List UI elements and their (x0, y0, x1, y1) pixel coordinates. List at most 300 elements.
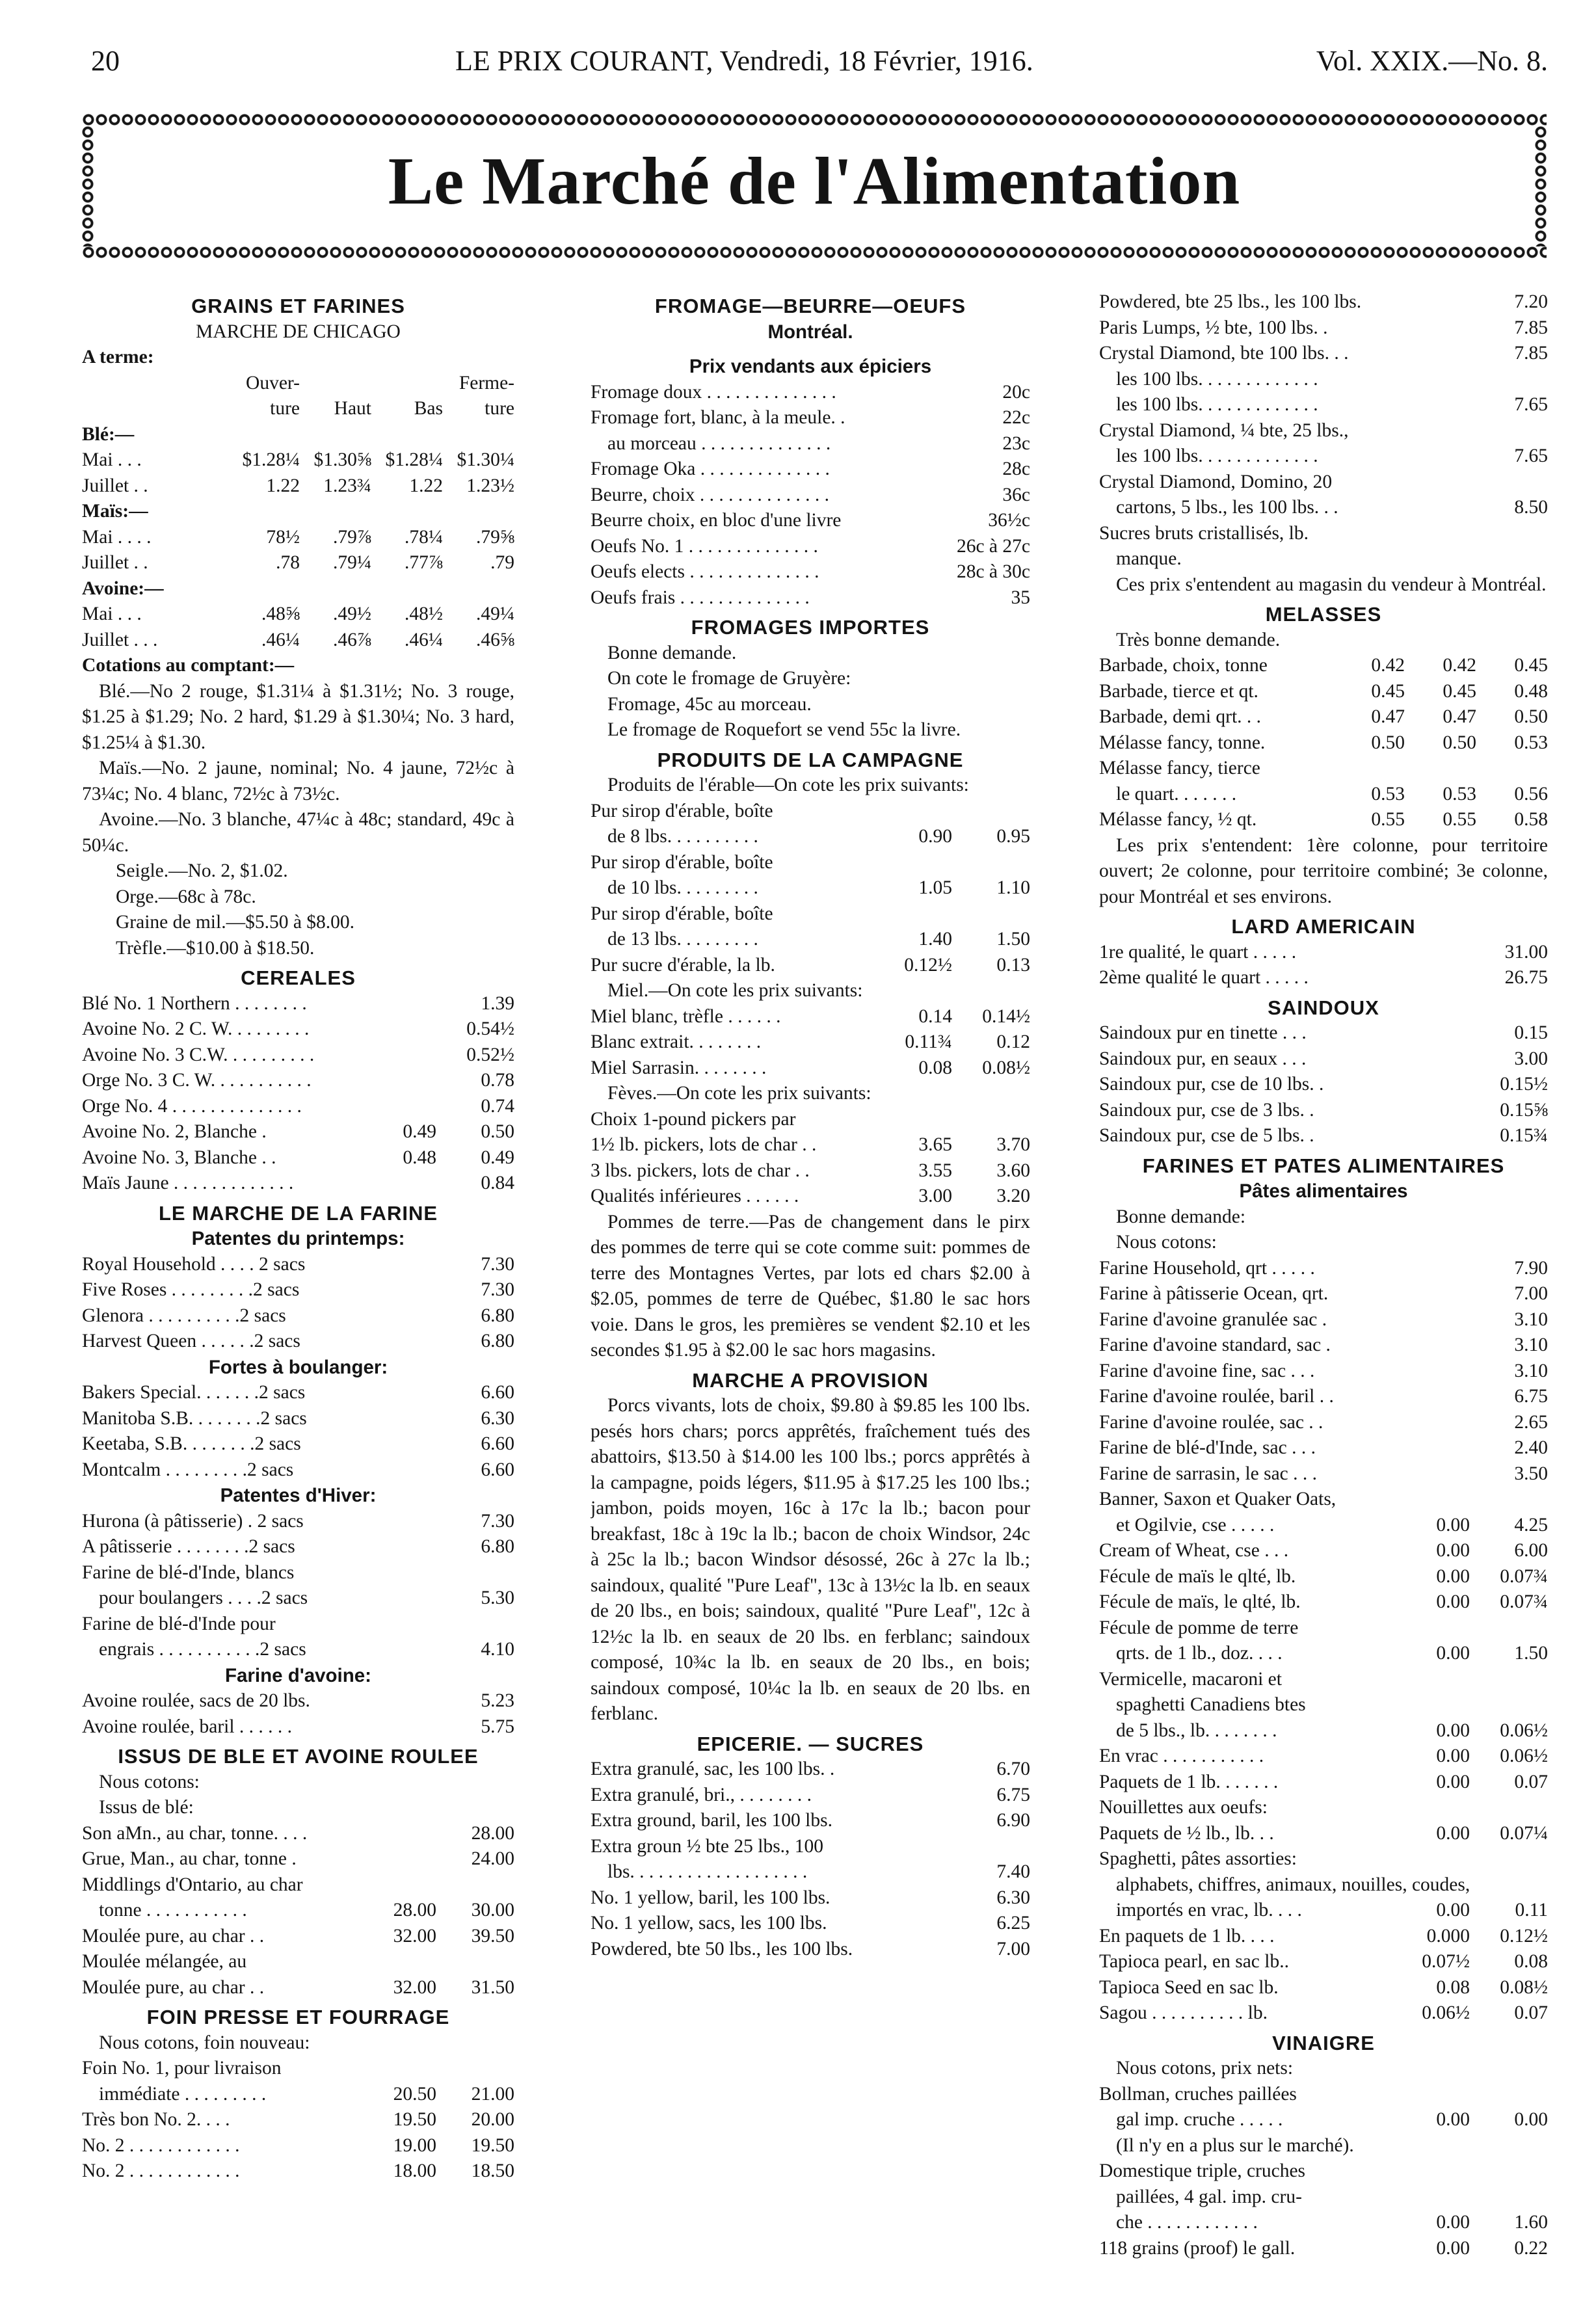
price-value: 3.65 (918, 1134, 952, 1155)
price-row (82, 628, 514, 654)
price-row (82, 1068, 514, 1094)
price-row (1099, 289, 1548, 315)
price-row (82, 1094, 514, 1120)
price-value: 3.10 (1514, 1335, 1548, 1355)
price-row (591, 1030, 1030, 1056)
item-label: 1re qualité, le quart . . . . . (1099, 941, 1297, 963)
price-row (82, 1586, 514, 1612)
section-heading: LARD AMERICAIN (1231, 915, 1416, 938)
price-value: 1.39 (481, 992, 514, 1014)
price-value: .77⅞ (405, 552, 443, 573)
item-label: Keetaba, S.B. . . . . . . .2 sacs (82, 1433, 301, 1454)
price-value: 0.45 (1514, 655, 1548, 676)
price-row (1099, 1281, 1548, 1307)
item-label: Saindoux pur, cse de 10 lbs. . (1099, 1074, 1324, 1095)
price-row (82, 1688, 514, 1714)
price-value: 0.50 (1371, 732, 1405, 753)
item-label: et Ogilvie, cse . . . . . (1116, 1514, 1275, 1535)
price-value: 0.53 (1443, 783, 1476, 804)
price-value: 0.56 (1514, 783, 1548, 804)
item-label: Fromage fort, blanc, à la meule. . (591, 407, 845, 428)
price-row (1099, 392, 1548, 418)
price-value: 6.30 (481, 1407, 514, 1429)
price-value: 0.07¾ (1500, 1565, 1548, 1587)
subheading: Fortes à boulanger: (208, 1356, 388, 1378)
price-row (1099, 730, 1548, 756)
price-row (1099, 1384, 1548, 1410)
price-value: 0.15½ (1500, 1074, 1548, 1095)
item-label: Oeufs frais . . . . . . . . . . . . . . (591, 587, 810, 608)
price-row (591, 457, 1030, 483)
volume-number: Vol. XXIX.—No. 8. (1316, 45, 1548, 77)
item-label: Manitoba S.B. . . . . . . .2 sacs (82, 1407, 307, 1429)
item-label: qrts. de 1 lb., doz. . . . (1116, 1643, 1283, 1664)
price-row (1099, 1123, 1548, 1149)
price-value: 0.47 (1443, 706, 1476, 727)
subheading: Patentes d'Hiver: (220, 1485, 377, 1506)
price-value: 20c (1002, 381, 1030, 403)
item-label: Saindoux pur, cse de 3 lbs. . (1099, 1099, 1314, 1121)
price-row (591, 1783, 1030, 1809)
price-value: 5.23 (481, 1690, 514, 1711)
item-label: de 13 lbs. . . . . . . . . (607, 929, 758, 950)
price-value: 32.00 (393, 1976, 436, 1998)
price-value: 0.14 (918, 1005, 952, 1027)
paragraph: Porcs vivants, lots de choix, $9.80 à $9.85 les 100 lbs. pesés hors chars; porcs apprêtés, fraîchement tués des abattoirs, $13.50 à $14.00 les 100 lbs.; porcs apprêtés à la campagne, poids légers, $11.95 à $17.25 les 100 lbs.; jambon, poids moyen, 16c à 17c la lb.; bacon pour breakfast, 18c à 19c la lb.; bacon de choix Windsor, 24c à 25c la lb.; bacon Windsor désossé, 26c à 27c la lb.; saindoux, qualité "Pure Leaf", 13c à 13½c la lb. en seaux de 20 lbs., en bois; saindoux, qualité "Pure Leaf", 12c à 12½c la lb. en seaux de 20 lbs. en ferblanc; saindoux composé, 10¾c la lb. en seaux de 20 lbs., en bois; saindoux composé, 10¼c la lb. en seaux de 20 lbs. en ferblanc. (591, 1395, 1030, 1724)
price-value: 4.25 (1514, 1514, 1548, 1535)
item-label: Maïs Jaune . . . . . . . . . . . . . (82, 1173, 294, 1193)
price-row (1099, 782, 1548, 808)
item-label: 1½ lb. pickers, lots de char . . (591, 1134, 817, 1155)
price-row (1099, 1924, 1548, 1950)
price-value: 0.12½ (904, 954, 952, 976)
item-label: le quart. . . . . . . (1116, 783, 1237, 804)
price-value: 0.07 (1514, 1771, 1548, 1792)
price-value: 0.50 (481, 1121, 514, 1142)
price-row (1099, 2236, 1548, 2262)
price-row (591, 875, 1030, 901)
price-value: 0.06½ (1500, 1746, 1548, 1766)
price-row (1099, 1718, 1548, 1744)
item-label: les 100 lbs. . . . . . . . . . . . . (1116, 394, 1318, 415)
text-line: Nous cotons, foin nouveau: (99, 2032, 310, 2053)
price-row (1099, 2107, 1548, 2133)
price-value: 0.74 (481, 1095, 514, 1117)
item-label: cartons, 5 lbs., les 100 lbs. . . (1116, 497, 1338, 518)
item-label: de 8 lbs. . . . . . . . . . (607, 826, 758, 847)
price-value: 7.30 (481, 1279, 514, 1300)
price-value: 26c à 27c (956, 535, 1030, 557)
price-row (82, 1457, 514, 1483)
text-line: manque. (1116, 548, 1182, 569)
item-label: Mai . . . (82, 449, 142, 470)
price-value: 0.42 (1443, 655, 1476, 676)
text-line: paillées, 4 gal. imp. cru- (1116, 2186, 1302, 2207)
item-label: Miel Sarrasin. . . . . . . . (591, 1057, 767, 1078)
price-row (1099, 1641, 1548, 1667)
price-value: 0.07 (1514, 2002, 1548, 2023)
price-value: 0.45 (1443, 680, 1476, 702)
price-value: .48⅝ (261, 604, 300, 624)
text-line: Trèfle.—$10.00 à $18.50. (116, 937, 315, 959)
item-label: de 10 lbs. . . . . . . . . (607, 877, 758, 898)
price-row (591, 1885, 1030, 1911)
price-value: .79⅝ (476, 526, 514, 548)
price-value: 0.15⅝ (1500, 1099, 1548, 1121)
price-row (1099, 1821, 1548, 1847)
item-label: Mai . . . (82, 604, 142, 624)
price-value: 3.50 (1514, 1463, 1548, 1484)
item-label: No. 2 . . . . . . . . . . . . (82, 2160, 240, 2181)
price-value: 7.40 (996, 1861, 1030, 1882)
text-line: Sucres bruts cristallisés, lb. (1099, 522, 1309, 544)
price-row (82, 2133, 514, 2159)
price-value: 0.12 (996, 1031, 1030, 1052)
price-value: 7.85 (1514, 343, 1548, 364)
price-value: 1.50 (996, 929, 1030, 950)
price-value: 7.20 (1514, 291, 1548, 312)
price-value: $1.28¼ (242, 449, 300, 470)
text-line: Foin No. 1, pour livraison (82, 2058, 282, 2079)
ornament-border-top (82, 114, 1547, 126)
subheading: Prix vendants aux épiciers (689, 356, 932, 377)
price-value: 0.53 (1514, 732, 1548, 753)
price-value: 0.47 (1371, 706, 1405, 727)
price-value: 1.23½ (466, 475, 514, 496)
text-line: Orge.—68c à 78c. (116, 886, 256, 907)
price-value: Ferme- (459, 372, 514, 393)
price-value: 0.95 (996, 826, 1030, 847)
price-value: 7.65 (1514, 445, 1548, 466)
item-label: Qualités inférieures . . . . . . (591, 1186, 799, 1206)
text-line: Seigle.—No. 2, $1.02. (116, 860, 288, 881)
item-label: Tapioca Seed en sac lb. (1099, 1976, 1279, 1998)
price-row (82, 1975, 514, 2001)
price-value: .78 (276, 552, 300, 573)
text-line: Farine de blé-d'Inde, blancs (82, 1561, 295, 1583)
item-label: Fécule de maïs le qlté, lb. (1099, 1565, 1296, 1587)
price-value: 0.58 (1514, 809, 1548, 830)
column-right (1099, 289, 1548, 2261)
price-value: 0.00 (1436, 1514, 1470, 1535)
price-row (82, 1303, 514, 1329)
price-value: 1.22 (409, 475, 443, 496)
item-label: En paquets de 1 lb. . . . (1099, 1925, 1275, 1947)
text-line: Pur sirop d'érable, boîte (591, 800, 773, 821)
price-value: 0.00 (1436, 1540, 1470, 1561)
price-row (82, 1509, 514, 1535)
item-label: Avoine No. 3 C.W. . . . . . . . . . (82, 1044, 315, 1065)
text-line: Crystal Diamond, Domino, 20 (1099, 471, 1333, 492)
section-heading: ISSUS DE BLE ET AVOINE ROULEE (118, 1745, 479, 1768)
item-label: Moulée pure, au char . . (82, 1925, 265, 1947)
price-value: 6.30 (996, 1887, 1030, 1908)
price-value: 0.11¾ (905, 1031, 952, 1052)
price-value: 7.65 (1514, 394, 1548, 415)
price-value: 7.90 (1514, 1257, 1548, 1279)
price-value: 0.06½ (1500, 1720, 1548, 1741)
item-label: Avoine roulée, baril . . . . . . (82, 1716, 293, 1737)
text-line: Banner, Saxon et Quaker Oats, (1099, 1489, 1337, 1509)
item-label: Five Roses . . . . . . . . .2 sacs (82, 1279, 300, 1300)
price-value: 0.53 (1371, 783, 1405, 804)
price-value: 0.90 (918, 826, 952, 847)
price-value: 0.48 (1514, 680, 1548, 702)
item-label: Saindoux pur, cse de 5 lbs. . (1099, 1125, 1314, 1146)
label-line: Blé:— (82, 423, 135, 445)
price-value: 0.00 (1436, 1746, 1470, 1766)
price-value: 0.00 (1436, 1643, 1470, 1664)
price-row (1099, 2000, 1548, 2026)
item-label: les 100 lbs. . . . . . . . . . . . . (1116, 368, 1318, 390)
item-label: Blanc extrait. . . . . . . . (591, 1031, 762, 1052)
price-value: 6.60 (481, 1382, 514, 1403)
item-label: Farine d'avoine granulée sac . (1099, 1309, 1327, 1330)
item-label: de 5 lbs., lb. . . . . . . . (1116, 1720, 1277, 1741)
subheading: MARCHE DE CHICAGO (196, 321, 401, 342)
section-heading: FROMAGE—BEURRE—OEUFS (654, 295, 966, 317)
item-label: Miel blanc, trèfle . . . . . . (591, 1005, 781, 1027)
item-label: Extra granulé, bri., . . . . . . . . (591, 1784, 812, 1805)
price-row (1099, 653, 1548, 679)
price-value: 0.00 (1514, 2109, 1548, 2130)
price-row (82, 1924, 514, 1950)
price-value: 19.00 (393, 2134, 436, 2156)
item-label: les 100 lbs. . . . . . . . . . . . . (1116, 445, 1318, 466)
item-label: au morceau . . . . . . . . . . . . . . (607, 432, 831, 454)
item-label: Blé No. 1 Northern . . . . . . . . (82, 992, 307, 1014)
running-header (91, 44, 1548, 83)
price-value: .49½ (333, 604, 371, 624)
price-row (1099, 341, 1548, 367)
item-label: Powdered, bte 25 lbs., les 100 lbs. (1099, 291, 1362, 312)
price-row (1099, 1538, 1548, 1564)
price-value: 32.00 (393, 1925, 436, 1947)
price-value: 36½c (988, 510, 1030, 531)
text-line: Domestique triple, cruches (1099, 2160, 1306, 2181)
price-row (82, 602, 514, 628)
section-title: Le Marché de l'Alimentation (388, 144, 1241, 219)
price-row (1099, 1359, 1548, 1385)
price-value: 7.30 (481, 1510, 514, 1532)
price-row (1099, 444, 1548, 470)
price-value: 36c (1002, 484, 1030, 505)
price-row (1099, 1020, 1548, 1046)
price-row (1099, 1072, 1548, 1098)
price-value: .46⅞ (333, 629, 371, 650)
price-value: 1.22 (266, 475, 300, 496)
price-row (1099, 1744, 1548, 1770)
section-heading: CEREALES (241, 966, 356, 989)
price-value: 0.78 (481, 1070, 514, 1091)
label-line: Maïs:— (82, 501, 148, 522)
section-heading: SAINDOUX (1268, 996, 1379, 1019)
item-label: Barbade, choix, tonne (1099, 655, 1268, 676)
price-row (82, 1380, 514, 1406)
price-row (591, 824, 1030, 850)
price-value: 39.50 (471, 1925, 514, 1947)
price-value: 3.60 (996, 1160, 1030, 1181)
price-value: 6.75 (1514, 1386, 1548, 1407)
price-row (591, 585, 1030, 611)
text-line: Spaghetti, pâtes assorties: (1099, 1848, 1297, 1869)
item-label: Mélasse fancy, tonne. (1099, 732, 1266, 753)
price-row (1099, 1770, 1548, 1796)
text-line: Mélasse fancy, tierce (1099, 758, 1260, 778)
price-row (82, 2159, 514, 2185)
price-row (82, 1431, 514, 1457)
price-value: 6.70 (996, 1759, 1030, 1779)
text-line: On cote le fromage de Gruyère: (607, 668, 851, 689)
price-value: 78½ (266, 526, 300, 548)
price-value: 0.12½ (1500, 1925, 1548, 1947)
price-row (591, 405, 1030, 431)
price-value: 0.55 (1371, 809, 1405, 830)
item-label: Très bon No. 2. . . . (82, 2109, 230, 2130)
item-label: Montcalm . . . . . . . . .2 sacs (82, 1459, 294, 1480)
price-value: 7.30 (481, 1253, 514, 1275)
price-row (82, 447, 514, 473)
item-label: 118 grains (proof) le gall. (1099, 2237, 1296, 2259)
price-row (591, 1132, 1030, 1158)
item-label: Juillet . . (82, 475, 148, 496)
price-value: 0.07½ (1422, 1951, 1470, 1972)
price-value: 0.49 (481, 1147, 514, 1168)
price-value: 6.00 (1514, 1540, 1548, 1561)
price-row (82, 1277, 514, 1303)
price-value: .48½ (405, 604, 443, 624)
item-label: Glenora . . . . . . . . . .2 sacs (82, 1305, 286, 1326)
price-value: 28c (1002, 458, 1030, 479)
item-label: Oeufs No. 1 . . . . . . . . . . . . . . (591, 535, 818, 557)
price-value: 3.55 (918, 1160, 952, 1181)
item-label: Beurre choix, en bloc d'une livre (591, 510, 842, 531)
section-heading: GRAINS ET FARINES (191, 295, 405, 317)
price-row (1099, 1046, 1548, 1072)
text-line: Choix 1-pound pickers par (591, 1108, 796, 1130)
text-line: Vermicelle, macaroni et (1099, 1668, 1282, 1690)
item-label: Powdered, bte 50 lbs., les 100 lbs. (591, 1938, 853, 1960)
item-label: Extra granulé, sac, les 100 lbs. . (591, 1759, 835, 1779)
price-row (1099, 367, 1548, 393)
price-value: 6.60 (481, 1459, 514, 1480)
text-line: Bollman, cruches paillées (1099, 2083, 1297, 2105)
price-row (591, 1808, 1030, 1834)
item-label: Barbade, tierce et qt. (1099, 680, 1258, 702)
price-value: 23c (1002, 432, 1030, 454)
price-value: 5.30 (481, 1588, 514, 1608)
item-label: Juillet . . . (82, 629, 158, 650)
item-label: importés en vrac, lb. . . . (1116, 1900, 1302, 1920)
price-value: 0.00 (1436, 2237, 1470, 2259)
item-label: Orge No. 4 . . . . . . . . . . . . . . (82, 1095, 302, 1117)
price-row (1099, 1410, 1548, 1436)
item-label: Barbade, demi qrt. . . (1099, 706, 1262, 727)
subheading: Patentes du printemps: (191, 1228, 405, 1249)
item-label: Farine de blé-d'Inde, sac . . . (1099, 1437, 1316, 1458)
price-value: 19.50 (471, 2134, 514, 2156)
item-label: 3 lbs. pickers, lots de char . . (591, 1160, 810, 1181)
price-value: $1.30⅝ (313, 449, 371, 470)
price-value: 1.23¾ (323, 475, 371, 496)
price-row (1099, 1513, 1548, 1539)
price-value: 1.60 (1514, 2212, 1548, 2233)
price-row (82, 1145, 514, 1171)
price-value: 0.00 (1436, 1591, 1470, 1612)
subheading: Pâtes alimentaires (1239, 1180, 1408, 1202)
price-row (591, 1859, 1030, 1885)
price-row (82, 396, 514, 422)
price-value: 0.42 (1371, 655, 1405, 676)
price-value: 6.60 (481, 1433, 514, 1454)
price-row (591, 1757, 1030, 1783)
price-row (591, 927, 1030, 953)
price-value: .46¼ (261, 629, 300, 650)
text-line: alphabets, chiffres, animaux, nouilles, coudes, (1116, 1874, 1470, 1895)
price-row (1099, 679, 1548, 705)
text-line: Nouillettes aux oeufs: (1099, 1797, 1268, 1818)
price-row (82, 1119, 514, 1145)
paragraph: Blé.—No 2 rouge, $1.31¼ à $1.31½; No. 3 rouge, $1.25 à $1.29; No. 2 hard, $1.29 à $1.30¼; No. 3 hard, $1.25¼ à $1.30. (82, 680, 514, 753)
price-row (591, 1056, 1030, 1082)
price-value: 0.50 (1514, 706, 1548, 727)
price-value: 0.45 (1371, 680, 1405, 702)
item-label: Mélasse fancy, ½ qt. (1099, 809, 1257, 830)
price-row (591, 953, 1030, 979)
text-line: spaghetti Canadiens btes (1116, 1694, 1306, 1715)
text-line: Extra groun ½ bte 25 lbs., 100 (591, 1835, 824, 1857)
price-value: Ouver- (246, 372, 300, 393)
price-value: 0.48 (403, 1147, 436, 1168)
price-value: 3.70 (996, 1134, 1030, 1155)
price-value: 0.06½ (1422, 2002, 1470, 2023)
text-line: Graine de mil.—$5.50 à $8.00. (116, 912, 355, 933)
item-label: Avoine No. 3, Blanche . . (82, 1147, 276, 1168)
price-row (82, 1171, 514, 1197)
price-value: 0.08 (1514, 1951, 1548, 1972)
price-row (82, 525, 514, 551)
section-heading: FOIN PRESSE ET FOURRAGE (146, 2006, 450, 2028)
price-value: .46¼ (405, 629, 443, 650)
item-label: lbs. . . . . . . . . . . . . . . . . . . (607, 1861, 808, 1882)
price-value: 20.50 (393, 2083, 436, 2105)
price-row (82, 1846, 514, 1872)
price-value: .49¼ (476, 604, 514, 624)
price-row (82, 371, 514, 397)
price-value: 0.00 (1436, 1822, 1470, 1844)
price-value: 6.25 (996, 1913, 1030, 1933)
price-value: .79 (490, 552, 514, 573)
item-label: Paquets de ½ lb., lb. . . (1099, 1822, 1274, 1844)
price-row (1099, 1589, 1548, 1615)
item-label: che . . . . . . . . . . . . (1116, 2212, 1258, 2233)
price-value: 7.85 (1514, 317, 1548, 338)
item-label: Paquets de 1 lb. . . . . . . (1099, 1771, 1279, 1792)
item-label: Juillet . . (82, 552, 148, 573)
item-label: No. 2 . . . . . . . . . . . . (82, 2134, 240, 2156)
price-row (591, 534, 1030, 560)
price-row (82, 1898, 514, 1924)
price-row (82, 1252, 514, 1278)
section-banner (82, 114, 1547, 258)
price-row (1099, 1564, 1548, 1590)
price-row (82, 2107, 514, 2133)
label-line: Avoine:— (82, 578, 164, 599)
price-row (591, 1911, 1030, 1937)
text-line: Pur sirop d'érable, boîte (591, 851, 773, 873)
price-value: 1.05 (918, 877, 952, 898)
price-row (82, 1534, 514, 1560)
